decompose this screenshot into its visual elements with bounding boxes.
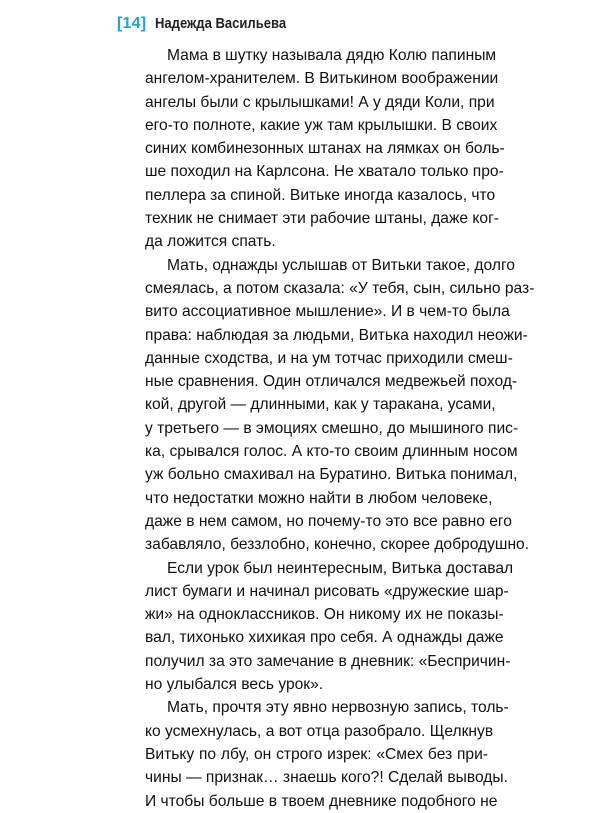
text-line: чины — признак… знаешь кого?! Сделай выводы. — [145, 769, 508, 787]
text-line: Витьку по лбу, он строго изрек: «Смех без при- — [145, 745, 488, 763]
text-line: его-то полноте, какие уж там крылышки. В своих — [145, 116, 498, 134]
text-line: данные сходства, и на ум тотчас приходили смеш- — [145, 349, 513, 367]
text-line: Мать, однажды услышав от Витьки такое, долго — [167, 256, 515, 274]
text-line: И чтобы больше в твоем дневнике подобного не — [145, 792, 498, 810]
text-line: уж больно смахивал на Буратино. Витька понимал, — [145, 466, 518, 484]
text-line: лист бумаги и начинал рисовать «дружеские шар- — [145, 582, 509, 600]
paragraph — [145, 557, 514, 697]
text-line: ангелы были с крылышками! А у дяди Коли, при — [145, 93, 495, 111]
text-line: получил за это замечание в дневник: «Беспричин- — [145, 652, 511, 670]
text-line: вито ассоциативное мышление». И в чем-то была — [145, 303, 510, 321]
author-name: Надежда Васильева — [155, 16, 287, 32]
text-line: ка, срывался голос. А кто-то своим длинным носом — [145, 443, 518, 461]
text-line: Мать, прочтя эту явно нервозную запись, толь- — [167, 699, 509, 717]
text-line: жи» на одноклассников. Он никому их не показы- — [145, 606, 504, 624]
text-line: у третьего — в эмоциях смешно, до мышиного пис- — [145, 419, 519, 437]
page-number: [14] — [117, 15, 147, 32]
text-line: что недостатки можно найти в любом человеке, — [145, 489, 493, 507]
text-line: техник не снимает эти рабочие штаны, даже ког- — [145, 210, 499, 228]
text-line: ангелом-хранителем. В Витькином воображении — [145, 70, 499, 88]
text-line: кой, другой — длинными, как у таракана, усами, — [145, 396, 496, 414]
paragraph — [145, 696, 509, 812]
text-line: ше походил на Карлсона. Не хватало только про- — [145, 163, 504, 181]
text-line: забавляло, беззлобно, конечно, скорее добродушно. — [145, 536, 530, 554]
paragraph — [145, 254, 535, 557]
text-line: но улыбался весь урок». — [145, 676, 324, 694]
text-line: ные сравнения. Один отличался медвежьей поход- — [145, 373, 518, 391]
text-line: смеялась, а потом сказала: «У тебя, сын, сильно раз- — [145, 279, 535, 297]
text-line: права: наблюдая за людьми, Витька находил неожи- — [145, 326, 528, 344]
text-line: Мама в шутку называла дядю Колю папиным — [167, 47, 497, 64]
text-line: пеллера за спиной. Витьке иногда казалось, что — [145, 186, 496, 204]
text-line: Если урок был неинтересным, Витька доставал — [167, 559, 514, 577]
paragraph — [145, 44, 505, 254]
running-header — [117, 15, 301, 33]
book-text — [145, 44, 535, 813]
text-line: да ложится спать. — [145, 233, 276, 251]
text-line: ко усмехнулась, а вот отца разобрало. Щелкнув — [145, 722, 494, 740]
text-line: синих комбинезонных штанах на лямках он боль- — [145, 140, 505, 158]
text-line: вал, тихонько хихикая про себя. А однажды даже — [145, 629, 504, 647]
text-line: даже в нем самом, но почему-то это все равно его — [145, 512, 512, 530]
